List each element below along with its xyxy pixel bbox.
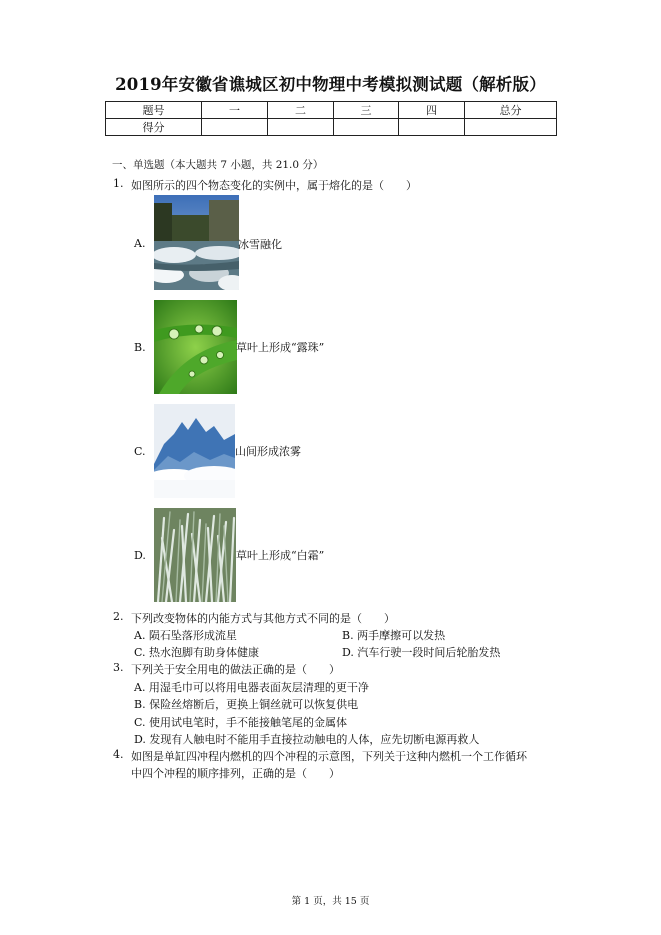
option: B. 保险丝熔断后，更换上铜丝就可以恢复供电	[134, 698, 359, 711]
score-row-label: 得分	[106, 119, 202, 136]
score-cell	[399, 119, 465, 136]
question-number: 4.	[113, 748, 124, 761]
score-table	[105, 101, 557, 136]
score-header-cell: 二	[268, 102, 334, 119]
score-table-score-row	[106, 119, 557, 136]
question-text: 下列关于安全用电的做法正确的是（ ）	[131, 663, 340, 676]
score-cell	[334, 119, 399, 136]
score-cell	[465, 119, 557, 136]
option-letter: C.	[134, 445, 146, 458]
score-header-cell: 题号	[106, 102, 202, 119]
option-caption: 山间形成浓雾	[235, 445, 301, 458]
option: D. 发现有人触电时不能用手直接拉动触电的人体，应先切断电源再救人	[134, 733, 480, 746]
question-text: 下列改变物体的内能方式与其他方式不同的是（ ）	[131, 612, 395, 625]
option-letter: A.	[134, 237, 146, 250]
score-header-cell: 一	[202, 102, 268, 119]
option-caption: 草叶上形成“白霜”	[236, 549, 325, 562]
page-footer: 第 1 页，共 15 页	[291, 896, 370, 907]
question-text: 如图是单缸四冲程内燃机的四个冲程的示意图，下列关于这种内燃机一个工作循环	[131, 750, 527, 763]
score-cell	[202, 119, 268, 136]
option-letter: D.	[134, 549, 146, 562]
question-number: 1.	[113, 177, 124, 190]
mountain-fog-image	[154, 404, 235, 498]
melting-snow-image	[154, 195, 239, 290]
option: C. 使用试电笔时，手不能接触笔尾的金属体	[134, 716, 348, 729]
score-cell	[268, 119, 334, 136]
option: D. 汽车行驶一段时间后轮胎发热	[342, 646, 501, 659]
option: C. 热水泡脚有助身体健康	[134, 646, 260, 659]
score-header-cell: 总分	[465, 102, 557, 119]
option: B. 两手摩擦可以发热	[342, 629, 446, 642]
score-header-cell: 三	[334, 102, 399, 119]
document-title: 2019年安徽省谯城区初中物理中考模拟测试题（解析版）	[115, 75, 546, 94]
question-text: 如图所示的四个物态变化的实例中，属于熔化的是（ ）	[131, 179, 417, 192]
score-table-header-row	[106, 102, 557, 119]
score-header-cell: 四	[399, 102, 465, 119]
question-number: 2.	[113, 610, 124, 623]
option-letter: B.	[134, 341, 146, 354]
dew-drops-image	[154, 300, 237, 394]
option-caption: 草叶上形成“露珠”	[236, 341, 325, 354]
option: A. 用湿毛巾可以将用电器表面灰层清理的更干净	[134, 681, 369, 694]
option-caption: 冰雪融化	[238, 238, 282, 251]
option: A. 陨石坠落形成流星	[134, 629, 237, 642]
question-number: 3.	[113, 661, 124, 674]
frost-grass-image	[154, 508, 236, 602]
section-heading: 一、单选题（本大题共 7 小题，共 21.0 分）	[112, 159, 324, 171]
question-text-continued: 中四个冲程的顺序排列，正确的是（ ）	[131, 767, 340, 780]
